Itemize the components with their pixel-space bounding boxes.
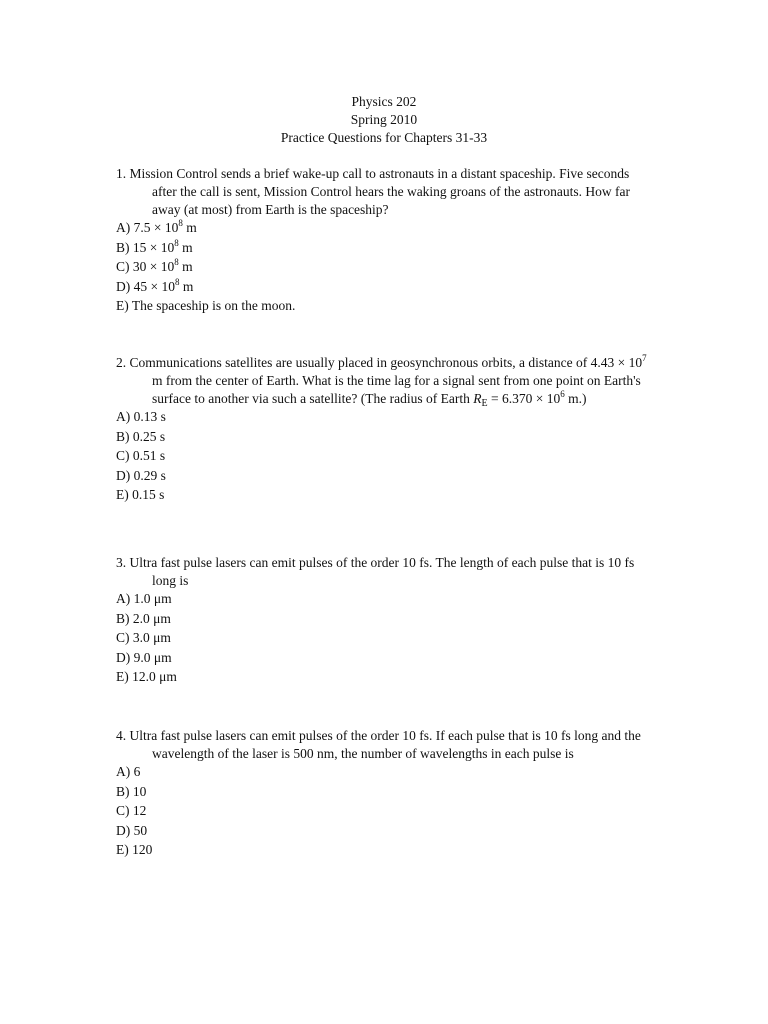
symbol-subscript: E	[481, 398, 488, 409]
question-text: Mission Control sends a brief wake-up call to astronauts in a distant spaceship. Five seconds after the call is sent, Mission Control hears the waking groans of the astronauts. How far away (at most) from Earth is the spaceship?	[129, 166, 631, 217]
document-title: Practice Questions for Chapters 31-33	[280, 130, 488, 145]
choice-label: C)	[116, 803, 130, 818]
document-header	[0, 93, 768, 147]
question-stem	[116, 165, 656, 219]
choice-exponent: 8	[174, 237, 179, 248]
question-2	[116, 354, 656, 506]
choice-a	[116, 590, 656, 610]
choice-text: 30 × 10	[132, 259, 175, 274]
exponent: 6	[560, 389, 565, 399]
choice-label: A)	[116, 409, 131, 424]
question-stem	[116, 727, 656, 763]
choice-unit: m	[178, 239, 193, 255]
choice-label: C)	[116, 630, 130, 645]
question-text: Communications satellites are usually placed in geosynchronous orbits, a distance of 4.43 × 10	[129, 355, 643, 370]
question-number: 4.	[116, 728, 127, 743]
choice-unit: m	[182, 220, 197, 235]
choice-label: E)	[116, 669, 129, 684]
choice-text: 0.25 s	[132, 428, 166, 444]
choice-text: 1.0 μm	[133, 591, 172, 606]
choice-a	[116, 219, 656, 239]
choice-label: A)	[116, 220, 131, 235]
choice-b	[116, 783, 656, 803]
choice-text: 9.0 μm	[133, 649, 172, 665]
choice-text: 10	[132, 783, 147, 799]
choice-text: 2.0 μm	[132, 610, 171, 626]
question-1	[116, 165, 656, 317]
choice-label: A)	[116, 591, 131, 606]
question-text: = 6.370 × 10	[487, 391, 561, 406]
choice-label: B)	[116, 783, 130, 799]
choice-text: 45 × 10	[133, 278, 175, 294]
choice-text: 6	[133, 764, 141, 779]
question-stem	[116, 354, 656, 408]
choice-label: C)	[116, 448, 130, 463]
choice-exponent: 8	[174, 257, 179, 267]
choice-d	[116, 467, 656, 487]
choice-label: B)	[116, 239, 130, 255]
choice-unit: m	[179, 278, 194, 294]
choice-b	[116, 610, 656, 630]
question-number: 2.	[116, 355, 127, 370]
choice-text: 12.0 μm	[132, 669, 177, 684]
choice-a	[116, 763, 656, 783]
choice-b	[116, 428, 656, 448]
choice-c	[116, 802, 656, 822]
choice-a	[116, 408, 656, 428]
choice-c	[116, 629, 656, 649]
choice-label: D)	[116, 278, 131, 294]
choice-text: 0.29 s	[133, 467, 166, 483]
question-3	[116, 554, 656, 688]
choice-e	[116, 297, 656, 317]
choice-d	[116, 278, 656, 298]
choice-text: 12	[132, 803, 147, 818]
exponent: 7	[642, 353, 647, 363]
choice-text: 0.51 s	[132, 448, 166, 463]
choice-c	[116, 447, 656, 467]
course-title: Physics 202	[351, 94, 417, 109]
choice-label: E)	[116, 298, 129, 313]
choice-label: B)	[116, 428, 130, 444]
choice-label: E)	[116, 842, 129, 857]
question-text: m from the center of Earth. What is the time lag for a signal sent from one point on Earth's surface to another via such a satellite? (The radius of Earth	[152, 373, 641, 406]
choice-e	[116, 668, 656, 688]
question-text: Ultra fast pulse lasers can emit pulses of the order 10 fs. The length of each pulse that is 10 fs long is	[129, 555, 635, 588]
choice-label: B)	[116, 610, 130, 626]
choice-label: C)	[116, 259, 130, 274]
choice-label: A)	[116, 764, 131, 779]
choice-text: The spaceship is on the moon.	[131, 298, 296, 313]
question-text: Ultra fast pulse lasers can emit pulses of the order 10 fs. If each pulse that is 10 fs long and the wavelength of the laser is 500 nm, the number of wavelengths in each pulse is	[129, 728, 641, 761]
question-text: m.)	[564, 391, 587, 406]
term-label: Spring 2010	[350, 112, 418, 127]
choice-label: D)	[116, 649, 131, 665]
question-4	[116, 727, 656, 861]
choice-exponent: 8	[178, 218, 183, 228]
question-stem	[116, 554, 656, 590]
choice-text: 7.5 × 10	[133, 220, 179, 235]
choice-text: 3.0 μm	[132, 630, 171, 645]
choice-label: D)	[116, 467, 131, 483]
choice-d	[116, 822, 656, 842]
choice-text: 0.15 s	[132, 487, 165, 502]
choice-unit: m	[178, 259, 193, 274]
choice-d	[116, 649, 656, 669]
choice-b	[116, 239, 656, 259]
question-number: 1.	[116, 166, 127, 181]
choice-label: E)	[116, 487, 129, 502]
choice-e	[116, 841, 656, 861]
choice-exponent: 8	[175, 276, 180, 287]
choice-e	[116, 486, 656, 506]
question-number: 3.	[116, 555, 127, 570]
choice-text: 0.13 s	[133, 409, 166, 424]
choice-text: 50	[133, 822, 148, 838]
choice-text: 15 × 10	[132, 239, 175, 255]
choice-c	[116, 258, 656, 278]
earth-radius-symbol: R	[473, 391, 482, 406]
choice-label: D)	[116, 822, 131, 838]
choice-text: 120	[132, 842, 153, 857]
